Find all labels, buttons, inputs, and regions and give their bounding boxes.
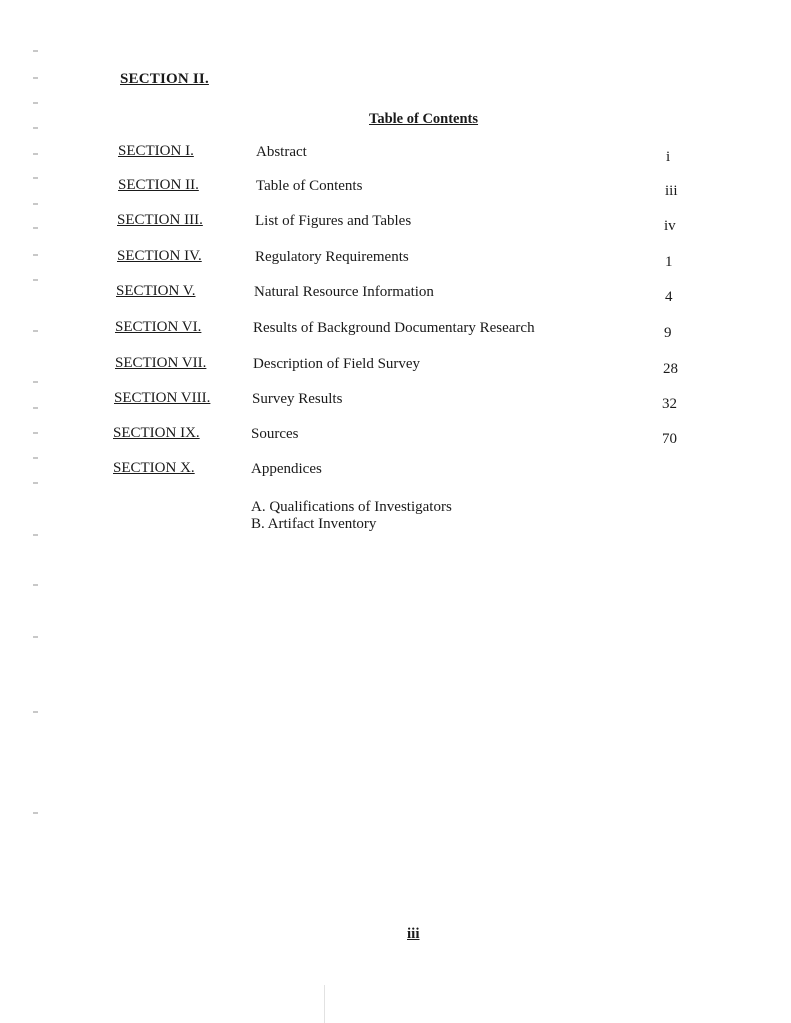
scan-fold-line (324, 985, 325, 1023)
toc-entry (115, 355, 715, 377)
toc-entry (118, 143, 718, 165)
toc-entry-title: Abstract (256, 144, 307, 160)
toc-entry-page: i (666, 149, 671, 165)
toc-entry-page: 9 (664, 325, 672, 341)
scan-speck (33, 711, 38, 713)
toc-entry-label: SECTION X. (113, 460, 195, 476)
toc-entry-page: iii (665, 183, 678, 199)
toc-entry-title: Appendices (251, 461, 322, 477)
scan-speck (33, 534, 38, 536)
toc-entry-page: iv (664, 218, 676, 234)
toc-entry (118, 177, 718, 199)
toc-entry-label: SECTION IV. (117, 248, 202, 264)
toc-entry-title: Sources (251, 426, 299, 442)
toc-entry-page: 1 (665, 254, 673, 270)
scan-speck (33, 203, 38, 205)
scan-speck (33, 279, 38, 281)
toc-entry-label: SECTION IX. (113, 425, 200, 441)
toc-title: Table of Contents (369, 111, 479, 127)
toc-entry-title: Natural Resource Information (254, 284, 434, 300)
toc-entry-title: Description of Field Survey (253, 356, 421, 372)
scan-speck (33, 482, 38, 484)
scan-speck (33, 127, 38, 129)
toc-entry-title: Results of Background Documentary Research (253, 320, 535, 336)
scan-speck (33, 50, 38, 52)
toc-entry (117, 212, 717, 234)
scan-speck (33, 227, 38, 229)
toc-entry-page: 32 (662, 396, 677, 412)
toc-entry-page: 70 (662, 431, 677, 447)
toc-entry-page: 28 (663, 361, 678, 377)
toc-entry (113, 460, 713, 482)
toc-entry-label: SECTION VIII. (114, 390, 211, 406)
toc-entry-title: List of Figures and Tables (255, 213, 412, 229)
toc-entry-label: SECTION III. (117, 212, 203, 228)
scan-speck (33, 153, 38, 155)
toc-entry (116, 283, 716, 305)
toc-entry-label: SECTION I. (118, 143, 194, 159)
toc-entry-label: SECTION VII. (115, 355, 207, 371)
section-heading: SECTION II. (120, 71, 209, 87)
toc-entry (113, 425, 713, 447)
scan-speck (33, 254, 38, 256)
toc-entry (115, 319, 715, 341)
scan-speck (33, 102, 38, 104)
scan-speck (33, 407, 38, 409)
appendix-item: A. Qualifications of Investigators (251, 499, 452, 515)
toc-entry-title: Table of Contents (256, 178, 363, 194)
appendix-list (251, 499, 452, 533)
toc-entry-label: SECTION VI. (115, 319, 202, 335)
toc-entry-label: SECTION II. (118, 177, 199, 193)
scan-speck (33, 432, 38, 434)
appendix-item: B. Artifact Inventory (251, 516, 377, 532)
scan-speck (33, 381, 38, 383)
scan-speck (33, 584, 38, 586)
scan-speck (33, 812, 38, 814)
toc-entry-label: SECTION V. (116, 283, 196, 299)
toc-entry-title: Survey Results (252, 391, 343, 407)
toc-entry (117, 248, 717, 270)
scan-speck (33, 636, 38, 638)
toc-entry (114, 390, 714, 412)
scan-speck (33, 177, 38, 179)
page-number: iii (407, 926, 420, 942)
toc-entry-page: 4 (665, 289, 673, 305)
scan-speck (33, 77, 38, 79)
scan-speck (33, 330, 38, 332)
toc-entry-title: Regulatory Requirements (255, 249, 409, 265)
scan-speck (33, 457, 38, 459)
